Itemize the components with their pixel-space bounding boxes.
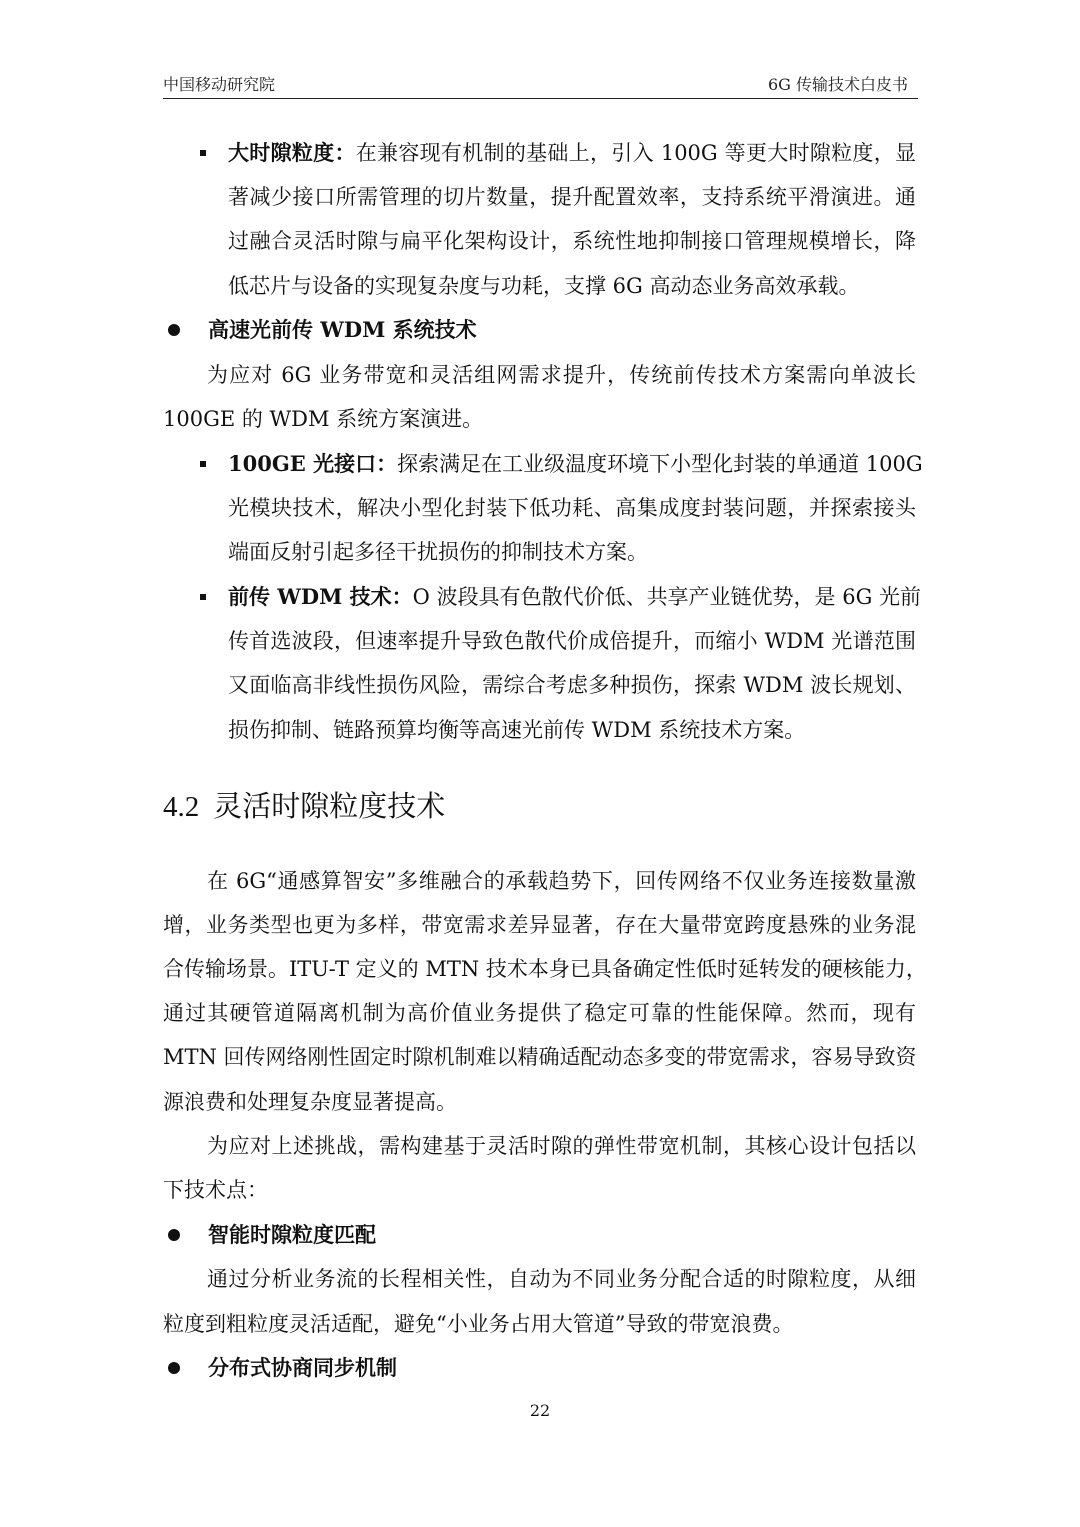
bullet-dot xyxy=(200,594,206,600)
paragraph-intro-line-1: 在 6G“通感算智安”多维融合的承载趋势下，回传网络不仅业务连接数量激 xyxy=(207,869,916,893)
bullet-fronthaul-wdm-line-1: 前传 WDM 技术：O 波段具有色散代价低、共享产业链优势，是 6G 光前 xyxy=(228,584,922,609)
bullet-large-slot-line-2: 著减少接口所需管理的切片数量，提升配置效率，支持系统平滑演进。通 xyxy=(228,185,916,209)
bullet-large-slot-line-1: 大时隙粒度：在兼容现有机制的基础上，引入 100G 等更大时隙粒度，显 xyxy=(228,140,916,165)
bullet-term: 大时隙粒度： xyxy=(228,140,356,165)
paragraph-wdm-line-2: 100GE 的 WDM 系统方案演进。 xyxy=(163,407,484,431)
paragraph-slot-matching-line-2: 粒度到粗粒度灵活适配，避免“小业务占用大管道”导致的带宽浪费。 xyxy=(163,1312,794,1336)
bullet-dot xyxy=(200,461,206,467)
paragraph-intro-line-4: 通过其硬管道隔离机制为高价值业务提供了稳定可靠的性能保障。然而，现有 xyxy=(163,1001,916,1025)
bullet-fronthaul-wdm-line-4: 损伤抑制、链路预算均衡等高速光前传 WDM 系统技术方案。 xyxy=(228,718,806,742)
page-header xyxy=(163,76,918,99)
bullet-dot xyxy=(200,150,206,156)
bullet-large-slot-line-4: 低芯片与设备的实现复杂度与功耗，支撑 6G 高动态业务高效承载。 xyxy=(228,274,860,298)
heading-bullet-circle xyxy=(168,1362,180,1374)
bullet-term: 100GE 光接口： xyxy=(228,451,398,476)
paragraph-intro-line-3: 合传输场景。ITU-T 定义的 MTN 技术本身已具备确定性低时延转发的硬核能力， xyxy=(163,957,927,981)
bullet-100ge-line-3: 端面反射引起多径干扰损伤的抑制技术方案。 xyxy=(228,540,648,564)
section-heading xyxy=(163,786,445,827)
heading-bullet-circle xyxy=(168,1229,180,1241)
bullet-100ge-line-2: 光模块技术，解决小型化封装下低功耗、高集成度封装问题，并探索接头 xyxy=(228,496,916,520)
bullet-fronthaul-wdm-line-2: 传首选波段，但速率提升导致色散代价成倍提升，而缩小 WDM 光谱范围 xyxy=(228,629,916,653)
subheading-slot-matching: 智能时隙粒度匹配 xyxy=(208,1222,376,1247)
paragraph-challenge-line-2: 下技术点： xyxy=(163,1178,268,1202)
paragraph-intro-line-5: MTN 回传网络刚性固定时隙机制难以精确适配动态多变的带宽需求，容易导致资 xyxy=(163,1045,917,1069)
header-doc-title: 6G 传输技术白皮书 xyxy=(767,75,908,94)
header-org: 中国移动研究院 xyxy=(163,75,276,94)
section-number: 4.2 xyxy=(163,791,200,823)
bullet-fronthaul-wdm-line-3: 又面临高非线性损伤风险，需综合考虑多种损伤，探索 WDM 波长规划、 xyxy=(228,673,916,697)
paragraph-intro-line-6: 源浪费和处理复杂度显著提高。 xyxy=(163,1090,457,1114)
heading-bullet-circle xyxy=(168,324,180,336)
paragraph-challenge-line-1: 为应对上述挑战，需构建基于灵活时隙的弹性带宽机制，其核心设计包括以 xyxy=(207,1134,916,1158)
subheading-distributed-sync: 分布式协商同步机制 xyxy=(208,1355,397,1380)
subheading-wdm: 高速光前传 WDM 系统技术 xyxy=(208,317,477,342)
section-title: 灵活时隙粒度技术 xyxy=(213,789,446,823)
bullet-term: 前传 WDM 技术： xyxy=(228,584,413,609)
bullet-large-slot-line-3: 过融合灵活时隙与扁平化架构设计，系统性地抑制接口管理规模增长，降 xyxy=(228,229,916,253)
paragraph-slot-matching-line-1: 通过分析业务流的长程相关性，自动为不同业务分配合适的时隙粒度，从细 xyxy=(207,1267,916,1291)
paragraph-wdm-line-1: 为应对 6G 业务带宽和灵活组网需求提升，传统前传技术方案需向单波长 xyxy=(207,363,916,387)
page-number: 22 xyxy=(529,1401,551,1420)
paragraph-intro-line-2: 增，业务类型也更为多样，带宽需求差异显著，存在大量带宽跨度悬殊的业务混 xyxy=(163,913,916,937)
bullet-100ge-line-1: 100GE 光接口：探索满足在工业级温度环境下小型化封装的单通道 100G xyxy=(228,451,923,476)
